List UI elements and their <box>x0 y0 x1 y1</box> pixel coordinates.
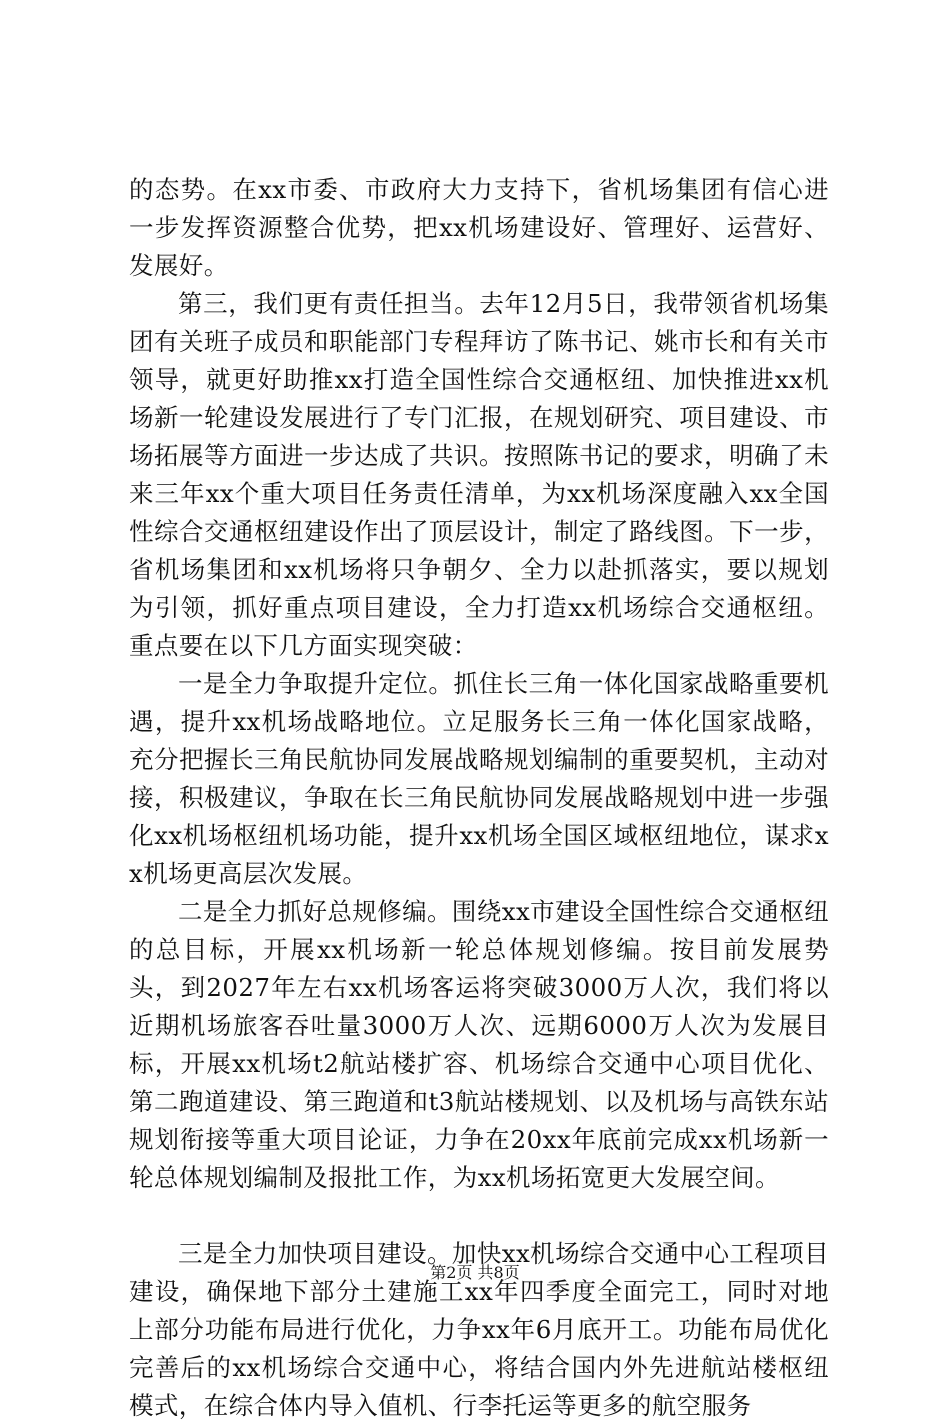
paragraph-point-one: 一是全力争取提升定位。抓住长三角一体化国家战略重要机遇，提升xx机场战略地位。立足服务长三角一体化国家战略，充分把握长三角民航协同发展战略规划编制的重要契机，主动对接，积极建议，争取在长三角民航协同发展战略规划中进一步强化xx机场枢纽机场功能，提升xx机场全国区域枢纽地位，谋求xx机场更高层次发展。 <box>129 669 829 888</box>
page-footer: 第2页 共8页 <box>430 1263 520 1282</box>
paragraph-point-three: 三是全力加快项目建设。加快xx机场综合交通中心工程项目建设，确保地下部分土建施工xx年四季度全面完工，同时对地上部分功能布局进行优化，力争xx年6月底开工。功能布局优化完善后的xx机场综合交通中心，将结合国内外先进航站楼枢纽模式，在综合体内导入值机、行李托运等更多的航空服务 <box>129 1239 829 1420</box>
document-body <box>129 171 829 1425</box>
paragraph-third-responsibility: 第三，我们更有责任担当。去年12月5日，我带领省机场集团有关班子成员和职能部门专程拜访了陈书记、姚市长和有关市领导，就更好助推xx打造全国性综合交通枢纽、加快推进xx机场新一轮建设发展进行了专门汇报，在规划研究、项目建设、市场拓展等方面进一步达成了共识。按照陈书记的要求，明确了未来三年xx个重大项目任务责任清单，为xx机场深度融入xx全国性综合交通枢纽建设作出了顶层设计，制定了路线图。下一步，省机场集团和xx机场将只争朝夕、全力以赴抓落实，要以规划为引领，抓好重点项目建设，全力打造xx机场综合交通枢纽。重点要在以下几方面实现突破： <box>129 289 829 660</box>
paragraph-point-two: 二是全力抓好总规修编。围绕xx市建设全国性综合交通枢纽的总目标，开展xx机场新一轮总体规划修编。按目前发展势头，到2027年左右xx机场客运将突破3000万人次，我们将以近期机场旅客吞吐量3000万人次、远期6000万人次为发展目标，开展xx机场t2航站楼扩容、机场综合交通中心项目优化、第二跑道建设、第三跑道和t3航站楼规划、以及机场与高铁东站规划衔接等重大项目论证，力争在20xx年底前完成xx机场新一轮总体规划编制及报批工作，为xx机场拓宽更大发展空间。 <box>129 897 829 1192</box>
paragraph-continuation: 的态势。在xx市委、市政府大力支持下，省机场集团有信心进一步发挥资源整合优势，把xx机场建设好、管理好、运营好、发展好。 <box>129 175 829 280</box>
